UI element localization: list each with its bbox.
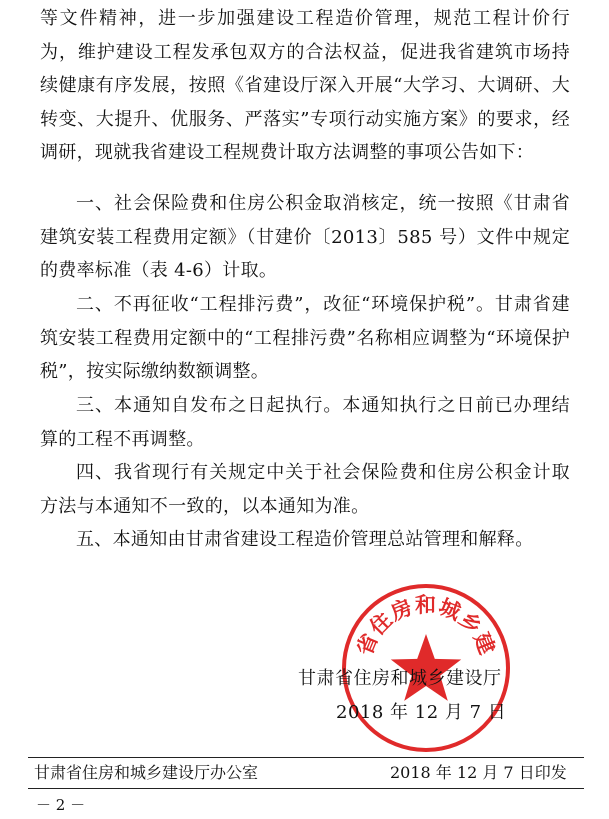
item-1-paragraph: 一、社会保险费和住房公积金取消核定，统一按照《甘肃省建筑安装工程费用定额》（甘建价〔2013〕585 号）文件中规定的费率标准（表 4-6）计取。 — [40, 193, 570, 281]
seal-text-path: 省住房和城乡建 — [351, 592, 501, 659]
footer-print-date: 2018 年 12 月 7 日印发 — [390, 763, 567, 782]
item-3-paragraph: 三、本通知自发布之日起执行。本通知执行之日前已办理结算的工程不再调整。 — [40, 395, 570, 450]
item-4-paragraph: 四、我省现行有关规定中关于社会保险费和住房公积金计取方法与本通知不一致的，以本通知为准。 — [40, 462, 570, 517]
footer-office: 甘肃省住房和城乡建设厅办公室 — [34, 763, 259, 782]
footer-top-rule — [28, 757, 584, 758]
issuer-name: 甘肃省住房和城乡建设厅 — [298, 668, 502, 689]
page-number: － 2 － — [36, 796, 86, 814]
seal-text — [340, 582, 500, 659]
signature-date: 2018 年 12 月 7 日 — [336, 702, 507, 723]
intro-paragraph: 等文件精神，进一步加强建设工程造价管理，规范工程计价行为，维护建设工程发承包双方的合法权益，促进我省建筑市场持续健康有序发展，按照《省建设厅深入开展“大学习、大调研、大转变、大提升、优服务、严落实”专项行动实施方案》的要求，经调研，现就我省建设工程规费计取方法调整的事项公告如下： — [40, 8, 570, 163]
footer-bottom-rule — [28, 788, 584, 789]
item-5-paragraph: 五、本通知由甘肃省建设工程造价管理总站管理和解释。 — [76, 529, 534, 550]
item-2-paragraph: 二、不再征收“工程排污费”，改征“环境保护税”。甘肃省建筑安装工程费用定额中的“工程排污费”名称相应调整为“环境保护税”，按实际缴纳数额调整。 — [40, 294, 570, 382]
